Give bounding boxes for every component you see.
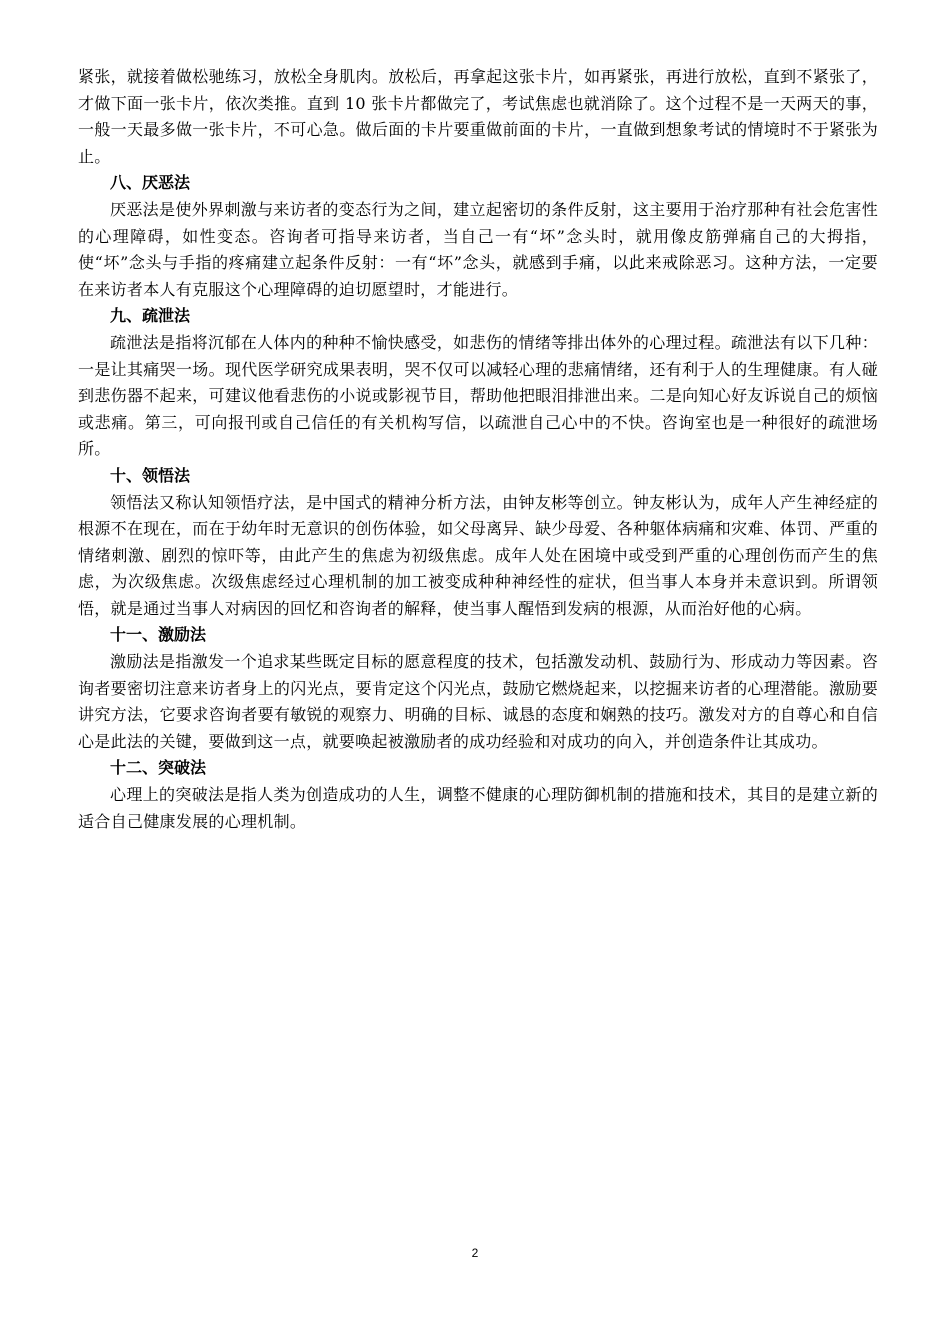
- section-heading: 十二、突破法: [110, 758, 207, 778]
- section-insight-therapy: [78, 463, 878, 623]
- section-heading: 十、领悟法: [110, 465, 191, 485]
- section-catharsis-therapy: [78, 303, 878, 463]
- section-body: 厌恶法是使外界刺激与来访者的变态行为之间，建立起密切的条件反射，这主要用于治疗那种有社会危害性的心理障碍，如性变态。咨询者可指导来访者，当自己一有“坏”念头时，就用像皮筋弹痛自己的大拇指，使“坏”念头与手指的疼痛建立起条件反射：一有“坏”念头，就感到手痛，以此来戒除恶习。这种方法，一定要在来访者本人有克服这个心理障碍的迫切愿望时，才能进行。: [78, 199, 878, 299]
- continued-paragraph: 紧张，就接着做松驰练习，放松全身肌肉。放松后，再拿起这张卡片，如再紧张，再进行放松，直到不紧张了，才做下面一张卡片，依次类推。直到 10 张卡片都做完了，考试焦虑也就消除了。这个过程不是一天两天的事，一般一天最多做一张卡片，不可心急。做后面的卡片要重做前面的卡片，一直做到想象考试的情境时不于紧张为止。: [78, 67, 878, 166]
- document-page: [78, 64, 878, 835]
- page-number: 2: [471, 1246, 479, 1260]
- section-body: 疏泄法是指将沉郁在人体内的种种不愉快感受，如悲伤的情绪等排出体外的心理过程。疏泄法有以下几种：一是让其痛哭一场。现代医学研究成果表明，哭不仅可以减轻心理的悲痛情绪，还有利于人的生理健康。有人碰到悲伤器不起来，可建议他看悲伤的小说或影视节目，帮助他把眼泪排泄出来。二是向知心好友诉说自己的烦恼或悲痛。第三，可向报刊或自己信任的有关机构写信，以疏泄自己心中的不快。咨询室也是一种很好的疏泄场所。: [78, 332, 878, 459]
- section-heading: 十一、激励法: [110, 625, 207, 645]
- section-body: 激励法是指激发一个追求某些既定目标的愿意程度的技术，包括激发动机、鼓励行为、形成动力等因素。咨询者要密切注意来访者身上的闪光点，要肯定这个闪光点，鼓励它燃烧起来，以挖掘来访者的心理潜能。激励要讲究方法，它要求咨询者要有敏锐的观察力、明确的目标、诚恳的态度和娴熟的技巧。激发对方的自尊心和自信心是此法的关键，要做到这一点，就要唤起被激励者的成功经验和对成功的向入，并创造条件让其成功。: [78, 652, 878, 751]
- section-body: 心理上的突破法是指人类为创造成功的人生，调整不健康的心理防御机制的措施和技术，其目的是建立新的适合自己健康发展的心理机制。: [78, 785, 878, 831]
- section-motivation-therapy: [78, 622, 878, 755]
- section-heading: 八、厌恶法: [110, 173, 191, 193]
- section-breakthrough-therapy: [78, 755, 878, 835]
- section-body: 领悟法又称认知领悟疗法，是中国式的精神分析方法，由钟友彬等创立。钟友彬认为，成年人产生神经症的根源不在现在，而在于幼年时无意识的创伤体验，如父母离异、缺少母爱、各种躯体病痛和灾难、体罚、严重的情绪刺激、剧烈的惊吓等，由此产生的焦虑为初级焦虑。成年人处在困境中或受到严重的心理创伤而产生的焦虑，为次级焦虑。次级焦虑经过心理机制的加工被变成种种神经性的症状，但当事人本身并未意识到。所谓领悟，就是通过当事人对病因的回忆和咨询者的解释，使当事人醒悟到发病的根源，从而治好他的心病。: [78, 492, 878, 618]
- section-heading: 九、疏泄法: [110, 306, 191, 326]
- section-aversion-therapy: [78, 170, 878, 303]
